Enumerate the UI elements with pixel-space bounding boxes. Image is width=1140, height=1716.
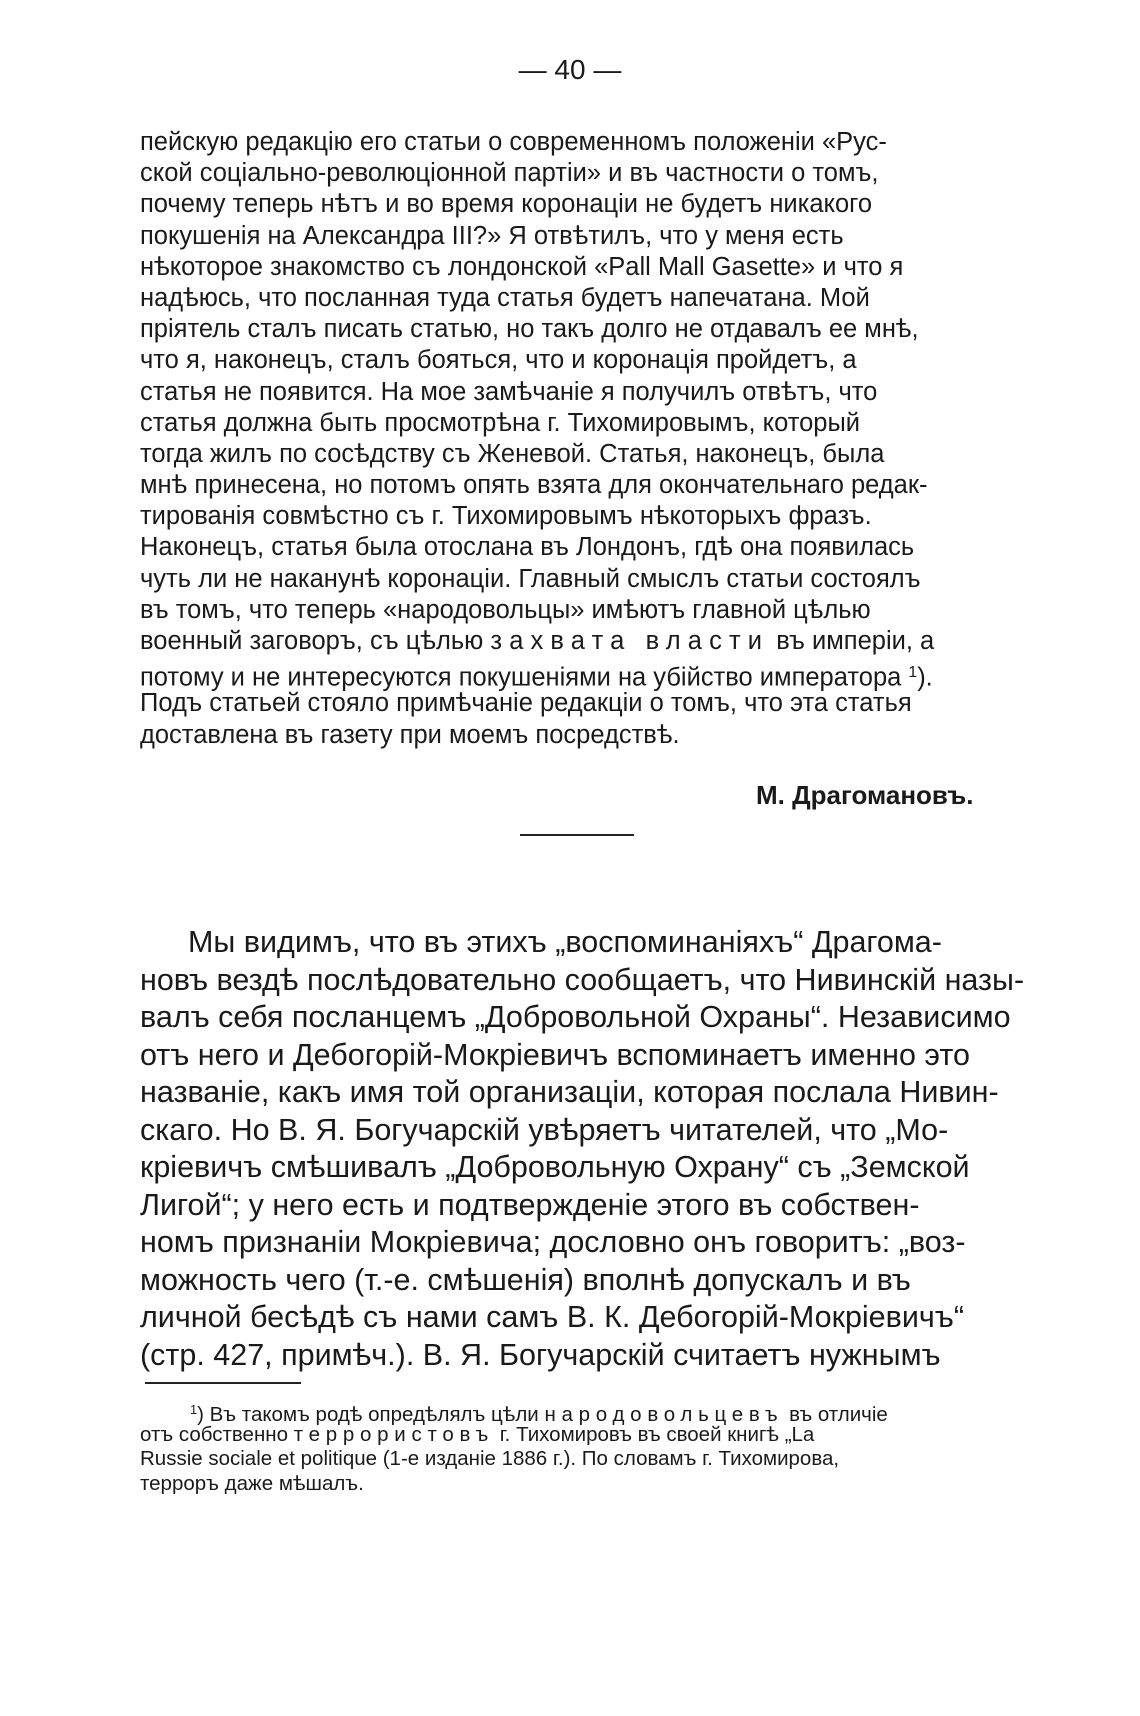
text-segment: ) Въ такомъ родѣ опредѣлялъ цѣли [197,1402,545,1426]
commentary-text [140,924,1045,1374]
text-line: статья должна быть просмотрѣна г. Тихомировымъ, который [140,408,861,437]
text-line: покушенія на Александра III?» Я отвѣтилъ, что у меня есть [140,221,844,250]
footnote-line [140,1423,1045,1448]
text-line: отъ него и Дебогорій-Мокріевичъ вспоминаетъ именно это [140,1037,970,1072]
text-line: можность чего (т.-е. смѣшенія) вполнѣ допускалъ и въ [140,1262,911,1297]
text-line: Лигой“; у него есть и подтвержденіе этого въ собствен- [140,1187,920,1222]
text-line: (стр. 427, примѣч.). В. Я. Богучарскій считаетъ нужнымъ [140,1337,941,1372]
letter-text [140,127,1045,751]
text-line: что я, наконецъ, сталъ бояться, что и коронація пройдетъ, а [140,346,857,375]
spaced-emphasis: захвата власти [490,627,770,655]
page-number: — 40 — [518,54,622,85]
text-line: ской соціально-революціонной партіи» и въ частности о томъ, [140,159,879,188]
footnote-line: Russie sociale et politique (1-е изданіе 1886 г.). По словамъ г. Тихомирова, [140,1447,840,1470]
text-line: нѣкоторое знакомство съ лондонской «Pall Mall Gasette» и что я [140,252,904,281]
text-line: пріятель сталъ писать статью, но такъ долго не отдавалъ ее мнѣ, [140,315,919,344]
section-divider [520,834,634,836]
footnote-marker: 1 [190,1402,198,1417]
text-line: тированія совмѣстно съ г. Тихомировымъ нѣкоторыхъ фразъ. [140,502,872,531]
text-line [140,657,1045,692]
footnote-divider [145,1382,301,1384]
text-line [140,626,1045,657]
text-line: тогда жилъ по сосѣдству съ Женевой. Статья, наконецъ, была [140,439,885,468]
footnote-line: терроръ даже мѣшалъ. [140,1471,364,1495]
text-line: доставлена въ газету при моемъ посредствѣ. [140,720,680,749]
signature: М. Драгомановъ. [756,780,974,810]
text-line: мнѣ принесена, но потомъ опять взята для окончательнаго редак- [140,471,928,500]
text-line: чуть ли не наканунѣ коронаціи. Главный смыслъ статьи состоялъ [140,564,921,593]
text-segment: военный заговоръ, съ цѣлью [140,627,491,655]
text-segment: отъ собственно [140,1422,294,1446]
text-segment: ). [917,663,933,692]
text-segment: въ имперіи, а [769,627,935,655]
spaced-emphasis: террористовъ [293,1422,495,1446]
text-line: валъ себя посланцемъ „Добровольной Охраны“. Независимо [140,1000,1011,1034]
text-line: въ томъ, что теперь «народовольцы» имѣютъ главной цѣлью [140,595,871,624]
text-line: почему теперь нѣтъ и во время коронаціи не будетъ никакого [140,190,873,219]
text-line: номъ признаніи Мокріевича; дословно онъ говоритъ: „воз- [140,1225,966,1259]
footnote-line [140,1398,1045,1426]
text-segment: г. Тихомировъ въ своей книгѣ „La [494,1422,815,1446]
text-line: статья не появится. На мое замѣчаніе я получилъ отвѣтъ, что [140,377,878,406]
footnote-reference[interactable]: 1 [908,664,918,682]
text-segment: потому и не интересуются покушеніями на убійство императора [140,663,909,692]
text-line: Наконецъ, статья была отослана въ Лондонъ, гдѣ она появилась [140,533,915,562]
text-line: личной бесѣдѣ съ нами самъ В. К. Дебогорій-Мокріевичъ“ [140,1300,964,1334]
text-segment: въ отличіе [783,1402,888,1426]
footnote [140,1398,1045,1496]
text-line: Подъ статьей стояло примѣчаніе редакціи о томъ, что эта статья [140,689,912,718]
spaced-emphasis: народовольцевъ [544,1402,784,1426]
text-line: пейскую редакцію его статьи о современномъ положеніи «Рус- [140,128,887,156]
text-line: названіе, какъ имя той организаціи, которая послала Нивин- [140,1075,999,1109]
text-line: новъ вездѣ послѣдовательно сообщаетъ, что Нивинскій назы- [140,962,1025,997]
text-line: кріевичъ смѣшивалъ „Добровольную Охрану“ съ „Земской [140,1150,970,1184]
text-line: надѣюсь, что посланная туда статья будетъ напечатана. Мой [140,283,870,312]
text-line: Мы видимъ, что въ этихъ „воспоминаніяхъ“ Драгома- [188,925,942,959]
text-line: скаго. Но В. Я. Богучарскій увѣряетъ читателей, что „Мо- [140,1112,949,1147]
